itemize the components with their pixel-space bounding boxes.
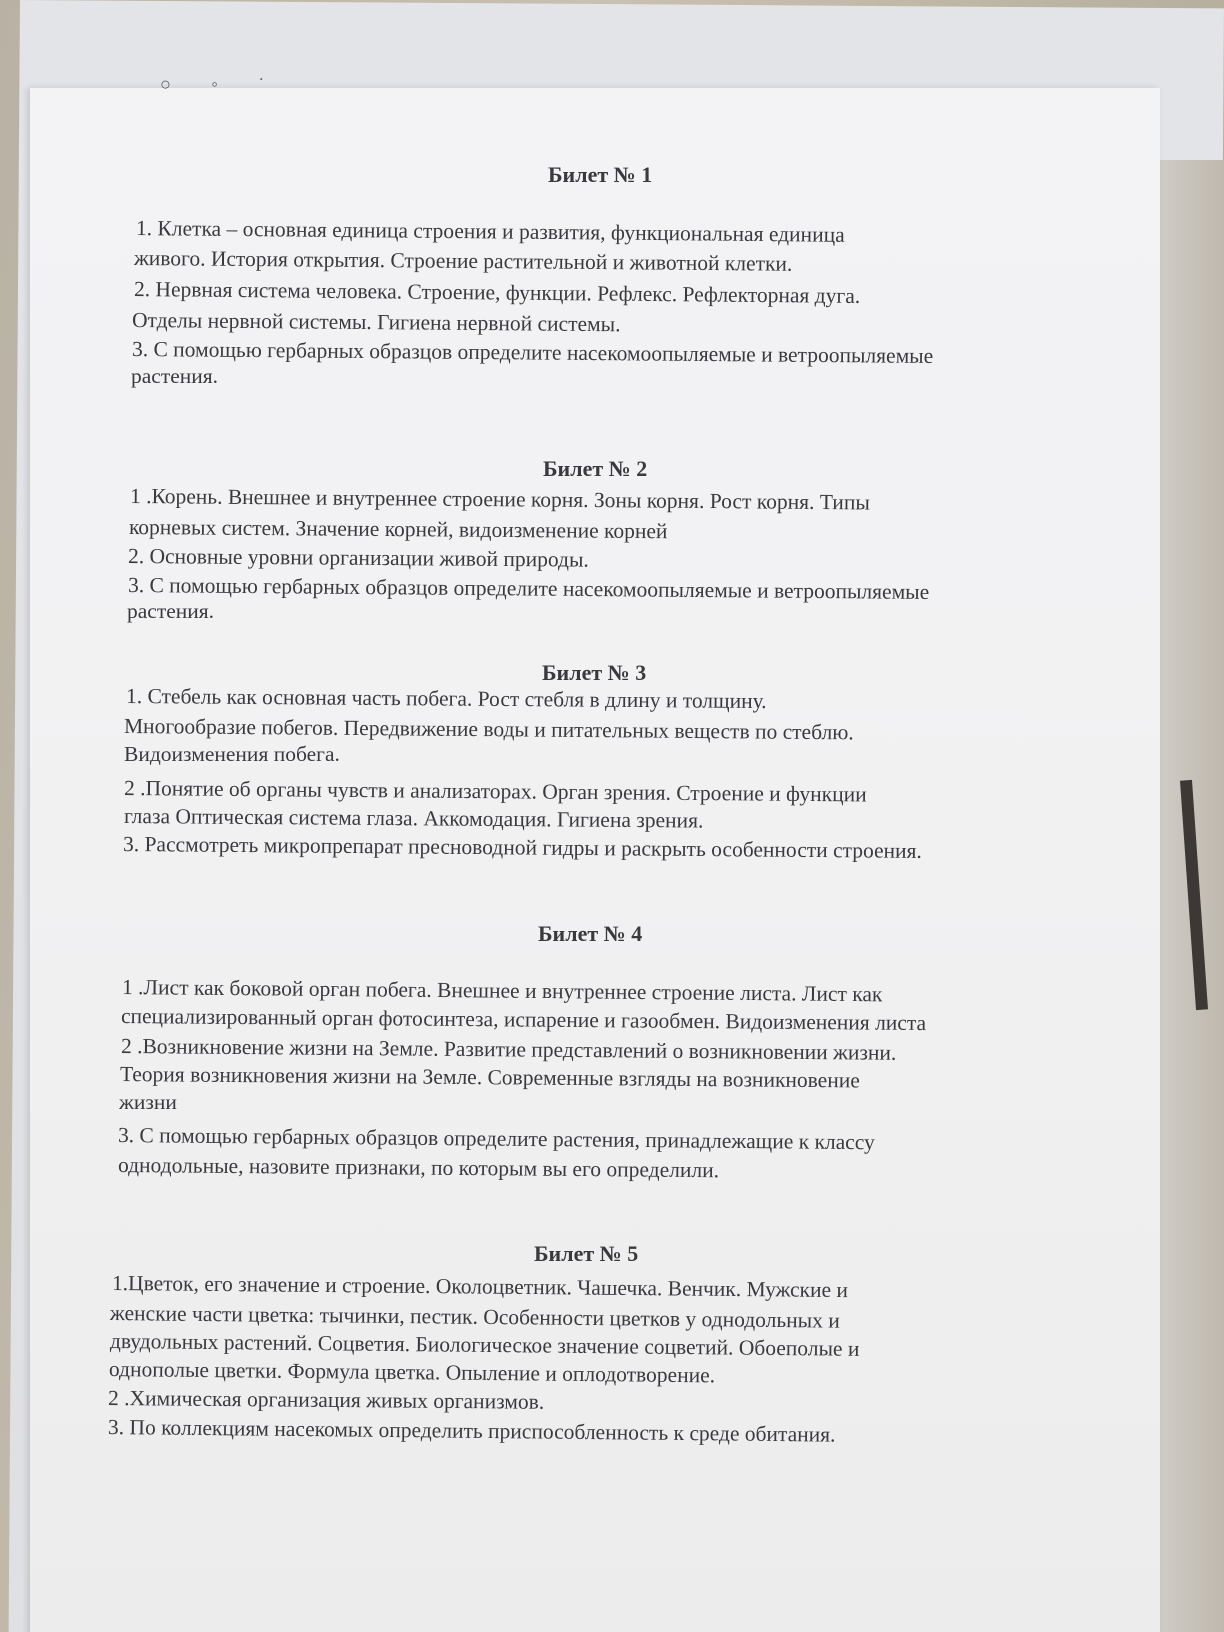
ticket-5-line-4: однополые цветки. Формула цветка. Опыление и оплодотворение. — [108, 1357, 716, 1388]
ticket-3-line-2: Многообразие побегов. Передвижение воды и питательных веществ по стеблю. — [123, 714, 854, 745]
ticket-1-line-5: 3. С помощью гербарных образцов определите насекомоопыляемые и ветроопыляемые — [131, 337, 934, 368]
ticket-4-line-7: однодольные, назовите признаки, по которым вы его определили. — [117, 1153, 720, 1183]
ticket-2-line-3: 2. Основные уровни организации живой природы. — [127, 544, 589, 572]
ticket-4-line-4: Теория возникновения жизни на Земле. Современные взгляды на возникновение — [119, 1062, 860, 1093]
faint-marks: ○ ◦ ˙ — [160, 74, 283, 94]
ticket-5-line-5: 2 .Химическая организация живых организмов. — [107, 1386, 545, 1414]
ticket-4-line-1: 1 .Лист как боковой орган побега. Внешнее и внутреннее строение листа. Лист как — [121, 975, 883, 1007]
ticket-4-line-3: 2 .Возникновение жизни на Земле. Развитие представлений о возникновении жизни. — [120, 1034, 897, 1065]
ticket-3-title: Билет № 3 — [542, 660, 647, 685]
ticket-2-line-1: 1 .Корень. Внешнее и внутреннее строение корня. Зоны корня. Рост корня. Типы — [129, 484, 870, 515]
ticket-2-line-5: растения. — [127, 599, 215, 623]
ticket-2-line-2: корневых систем. Значение корней, видоизменение корней — [128, 515, 668, 544]
ticket-1-line-3: 2. Нервная система человека. Строение, функции. Рефлекс. Рефлекторная дуга. — [133, 277, 861, 308]
ticket-1-line-1: 1. Клетка – основная единица строения и развития, функциональная единица — [135, 216, 845, 247]
ticket-1-line-2: живого. История открытия. Строение растительной и животной клетки. — [133, 246, 793, 276]
ticket-5-line-6: 3. По коллекциям насекомых определить приспособленность к среде обитания. — [107, 1415, 836, 1447]
ticket-3-line-3: Видоизменения побега. — [124, 742, 340, 766]
ticket-5-line-2: женские части цветка: тычинки, пестик. Особенности цветков у однодольных и — [109, 1301, 840, 1333]
ticket-4-line-2: специализированный орган фотосинтеза, испарение и газообмен. Видоизменения листа — [120, 1004, 927, 1036]
ticket-4-line-5: жизни — [119, 1090, 177, 1114]
ticket-3-line-5: глаза Оптическая система глаза. Аккомодация. Гигиена зрения. — [123, 804, 704, 833]
ticket-1-line-4: Отделы нервной системы. Гигиена нервной системы. — [131, 308, 621, 337]
ticket-3-line-1: 1. Стебель как основная часть побега. Рост стебля в длину и толщину. — [125, 684, 767, 714]
ticket-5-title: Билет № 5 — [534, 1241, 639, 1266]
ticket-5-line-3: двудольных растений. Соцветия. Биологическое значение соцветий. Обоеполые и — [109, 1329, 860, 1361]
ticket-4-title: Билет № 4 — [538, 921, 643, 946]
ticket-2-line-4: 3. С помощью гербарных образцов определите насекомоопыляемые и ветроопыляемые — [127, 573, 930, 604]
ticket-3-line-4: 2 .Понятие об органы чувств и анализаторах. Орган зрения. Строение и функции — [123, 776, 867, 807]
ticket-2-title: Билет № 2 — [543, 456, 648, 481]
ticket-3-line-6: 3. Рассмотреть микропрепарат пресноводной гидры и раскрыть особенности строения. — [122, 832, 922, 863]
ticket-1-title: Билет № 1 — [548, 162, 653, 187]
ticket-5-line-1: 1.Цветок, его значение и строение. Околоцветник. Чашечка. Венчик. Мужские и — [111, 1271, 849, 1303]
ticket-1-line-6: растения. — [131, 364, 219, 388]
ticket-4-line-6: 3. С помощью гербарных образцов определите растения, принадлежащие к классу — [117, 1123, 875, 1155]
